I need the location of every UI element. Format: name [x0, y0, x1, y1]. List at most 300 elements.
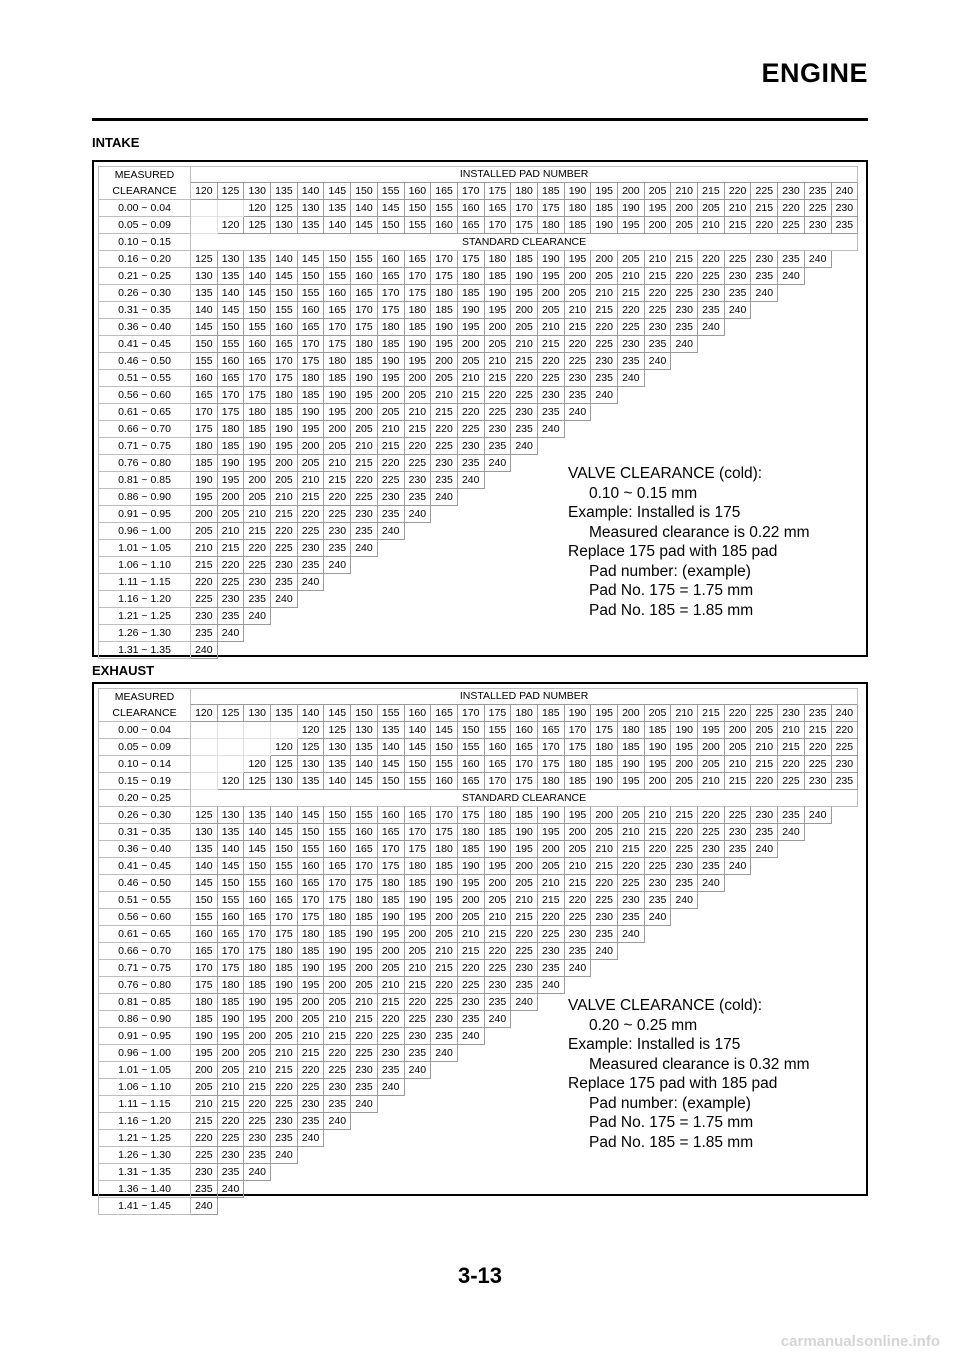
- replacement-pad-cell: 155: [324, 824, 351, 841]
- replacement-pad-cell: 150: [191, 892, 218, 909]
- clearance-range: 1.16 ~ 1.20: [99, 591, 191, 608]
- replacement-pad-cell: 230: [244, 1130, 271, 1147]
- clearance-range: 0.96 ~ 1.00: [99, 523, 191, 540]
- blank-cell: [404, 1198, 431, 1215]
- blank-cell: [297, 1198, 324, 1215]
- table-row: [99, 875, 858, 892]
- replacement-pad-cell: 205: [484, 892, 511, 909]
- note-line: Replace 175 pad with 185 pad: [568, 543, 778, 560]
- clearance-range: 1.21 ~ 1.25: [99, 1130, 191, 1147]
- blank-cell: [457, 1181, 484, 1198]
- note-line: Pad number: (example): [589, 1094, 751, 1112]
- note-line: Example: Installed is 175: [568, 1036, 741, 1053]
- replacement-pad-cell: 240: [804, 251, 831, 268]
- blank-cell: [831, 251, 858, 268]
- replacement-pad-cell: 180: [297, 926, 324, 943]
- replacement-pad-cell: 130: [324, 739, 351, 756]
- replacement-pad-cell: 235: [671, 319, 698, 336]
- blank-cell: [297, 1147, 324, 1164]
- replacement-pad-cell: 190: [591, 773, 618, 790]
- blank-cell: [457, 1164, 484, 1181]
- replacement-pad-cell: 200: [591, 251, 618, 268]
- blank-cell: [831, 994, 858, 1011]
- pad-number-header: 210: [671, 183, 698, 200]
- blank-cell: [751, 625, 778, 642]
- replacement-pad-cell: 240: [297, 1130, 324, 1147]
- table-row: [99, 739, 858, 756]
- replacement-pad-cell: 220: [831, 722, 858, 739]
- replacement-pad-cell: 230: [591, 909, 618, 926]
- replacement-pad-cell: 235: [324, 540, 351, 557]
- pad-number-header: 170: [457, 705, 484, 722]
- replacement-pad-cell: 195: [351, 943, 378, 960]
- blank-cell: [804, 285, 831, 302]
- replacement-pad-cell: 170: [484, 217, 511, 234]
- replacement-pad-cell: 160: [511, 722, 538, 739]
- blank-cell: [511, 1028, 538, 1045]
- blank-cell: [644, 404, 671, 421]
- replacement-pad-cell: 200: [271, 455, 298, 472]
- blank-cell: [537, 625, 564, 642]
- replacement-pad-cell: 235: [244, 591, 271, 608]
- replacement-pad-cell: 150: [297, 268, 324, 285]
- replacement-pad-cell: 175: [431, 824, 458, 841]
- replacement-pad-cell: 210: [217, 1079, 244, 1096]
- replacement-pad-cell: 170: [244, 926, 271, 943]
- replacement-pad-cell: 130: [297, 200, 324, 217]
- clearance-range: 0.00 ~ 0.04: [99, 722, 191, 739]
- replacement-pad-cell: 195: [244, 1011, 271, 1028]
- blank-cell: [457, 557, 484, 574]
- table-row: [99, 370, 858, 387]
- replacement-pad-cell: 200: [404, 926, 431, 943]
- replacement-pad-cell: 195: [537, 268, 564, 285]
- replacement-pad-cell: 145: [217, 858, 244, 875]
- blank-cell: [457, 540, 484, 557]
- blank-cell: [271, 608, 298, 625]
- replacement-pad-cell: 240: [564, 960, 591, 977]
- pad-number-header: 120: [191, 183, 218, 200]
- replacement-pad-cell: 230: [564, 926, 591, 943]
- replacement-pad-cell: 135: [297, 773, 324, 790]
- replacement-pad-cell: 210: [271, 489, 298, 506]
- replacement-pad-cell: 195: [271, 438, 298, 455]
- replacement-pad-cell: 200: [511, 302, 538, 319]
- replacement-pad-cell: 215: [511, 353, 538, 370]
- replacement-pad-cell: 240: [644, 909, 671, 926]
- table-row: [99, 625, 858, 642]
- replacement-pad-cell: 185: [644, 722, 671, 739]
- pad-number-header: 125: [217, 705, 244, 722]
- replacement-pad-cell: 195: [404, 909, 431, 926]
- replacement-pad-cell: 235: [271, 1130, 298, 1147]
- blank-cell: [351, 1164, 378, 1181]
- empty-cell: [191, 200, 218, 217]
- table-row: [99, 960, 858, 977]
- replacement-pad-cell: 135: [244, 251, 271, 268]
- replacement-pad-cell: 165: [511, 739, 538, 756]
- replacement-pad-cell: 140: [404, 722, 431, 739]
- replacement-pad-cell: 170: [271, 909, 298, 926]
- replacement-pad-cell: 220: [671, 268, 698, 285]
- blank-cell: [511, 523, 538, 540]
- replacement-pad-cell: 235: [271, 574, 298, 591]
- replacement-pad-cell: 230: [537, 387, 564, 404]
- replacement-pad-cell: 215: [671, 807, 698, 824]
- replacement-pad-cell: 160: [297, 858, 324, 875]
- table-row: [99, 421, 858, 438]
- blank-cell: [618, 438, 645, 455]
- replacement-pad-cell: 175: [217, 960, 244, 977]
- replacement-pad-cell: 235: [537, 960, 564, 977]
- blank-cell: [244, 642, 271, 659]
- blank-cell: [591, 642, 618, 659]
- replacement-pad-cell: 215: [324, 472, 351, 489]
- table-row: [99, 387, 858, 404]
- replacement-pad-cell: 235: [324, 1096, 351, 1113]
- table-row: [99, 773, 858, 790]
- replacement-pad-cell: 235: [351, 523, 378, 540]
- replacement-pad-cell: 205: [511, 875, 538, 892]
- pad-number-header: 200: [618, 705, 645, 722]
- blank-cell: [484, 1028, 511, 1045]
- blank-cell: [404, 1181, 431, 1198]
- blank-cell: [271, 1164, 298, 1181]
- note-line: Pad number: (example): [589, 562, 751, 580]
- replacement-pad-cell: 185: [404, 875, 431, 892]
- blank-cell: [724, 909, 751, 926]
- replacement-pad-cell: 150: [191, 336, 218, 353]
- replacement-pad-cell: 180: [537, 773, 564, 790]
- replacement-pad-cell: 220: [618, 302, 645, 319]
- blank-cell: [377, 557, 404, 574]
- replacement-pad-cell: 165: [191, 943, 218, 960]
- blank-cell: [618, 1181, 645, 1198]
- blank-cell: [511, 557, 538, 574]
- blank-cell: [778, 319, 805, 336]
- replacement-pad-cell: 215: [431, 404, 458, 421]
- blank-cell: [698, 370, 725, 387]
- blank-cell: [804, 404, 831, 421]
- blank-cell: [511, 1011, 538, 1028]
- blank-cell: [564, 625, 591, 642]
- replacement-pad-cell: 160: [244, 892, 271, 909]
- replacement-pad-cell: 210: [377, 977, 404, 994]
- replacement-pad-cell: 125: [244, 773, 271, 790]
- blank-cell: [831, 892, 858, 909]
- replacement-pad-cell: 200: [511, 858, 538, 875]
- replacement-pad-cell: 210: [244, 506, 271, 523]
- replacement-pad-cell: 220: [457, 404, 484, 421]
- replacement-pad-cell: 125: [244, 217, 271, 234]
- replacement-pad-cell: 145: [377, 200, 404, 217]
- blank-cell: [537, 1198, 564, 1215]
- empty-cell: [191, 739, 218, 756]
- blank-cell: [537, 1113, 564, 1130]
- blank-cell: [511, 1096, 538, 1113]
- blank-cell: [404, 591, 431, 608]
- blank-cell: [698, 353, 725, 370]
- replacement-pad-cell: 205: [217, 506, 244, 523]
- clearance-range: 0.61 ~ 0.65: [99, 926, 191, 943]
- blank-cell: [271, 625, 298, 642]
- blank-cell: [804, 625, 831, 642]
- blank-cell: [644, 960, 671, 977]
- blank-cell: [831, 319, 858, 336]
- replacement-pad-cell: 195: [191, 489, 218, 506]
- blank-cell: [644, 625, 671, 642]
- blank-cell: [377, 625, 404, 642]
- blank-cell: [671, 977, 698, 994]
- replacement-pad-cell: 240: [618, 926, 645, 943]
- replacement-pad-cell: 200: [644, 773, 671, 790]
- blank-cell: [377, 1181, 404, 1198]
- replacement-pad-cell: 220: [404, 438, 431, 455]
- replacement-pad-cell: 140: [244, 268, 271, 285]
- blank-cell: [564, 977, 591, 994]
- replacement-pad-cell: 235: [778, 251, 805, 268]
- blank-cell: [324, 608, 351, 625]
- replacement-pad-cell: 215: [457, 387, 484, 404]
- replacement-pad-cell: 225: [671, 285, 698, 302]
- replacement-pad-cell: 215: [804, 722, 831, 739]
- replacement-pad-cell: 185: [271, 960, 298, 977]
- replacement-pad-cell: 230: [377, 489, 404, 506]
- replacement-pad-cell: 205: [271, 472, 298, 489]
- replacement-pad-cell: 145: [297, 807, 324, 824]
- blank-cell: [431, 1113, 458, 1130]
- blank-cell: [564, 1198, 591, 1215]
- table-row: [99, 841, 858, 858]
- replacement-pad-cell: 165: [351, 841, 378, 858]
- blank-cell: [778, 353, 805, 370]
- blank-cell: [671, 404, 698, 421]
- replacement-pad-cell: 220: [431, 977, 458, 994]
- note-line: 0.20 ~ 0.25 mm: [589, 1016, 698, 1034]
- blank-cell: [537, 1045, 564, 1062]
- replacement-pad-cell: 205: [564, 285, 591, 302]
- blank-cell: [618, 960, 645, 977]
- blank-cell: [724, 370, 751, 387]
- blank-cell: [831, 642, 858, 659]
- blank-cell: [671, 943, 698, 960]
- replacement-pad-cell: 120: [217, 773, 244, 790]
- replacement-pad-cell: 160: [324, 285, 351, 302]
- clearance-range: 0.96 ~ 1.00: [99, 1045, 191, 1062]
- replacement-pad-cell: 225: [457, 977, 484, 994]
- replacement-pad-cell: 240: [537, 977, 564, 994]
- blank-cell: [751, 438, 778, 455]
- replacement-pad-cell: 185: [297, 387, 324, 404]
- replacement-pad-cell: 230: [644, 875, 671, 892]
- replacement-pad-cell: 230: [271, 557, 298, 574]
- blank-cell: [511, 1113, 538, 1130]
- blank-cell: [804, 642, 831, 659]
- replacement-pad-cell: 175: [511, 217, 538, 234]
- clearance-range: 0.46 ~ 0.50: [99, 875, 191, 892]
- replacement-pad-cell: 205: [217, 1062, 244, 1079]
- pad-number-header: 240: [831, 705, 858, 722]
- pad-number-header: 165: [431, 183, 458, 200]
- blank-cell: [404, 1113, 431, 1130]
- clearance-range: 1.36 ~ 1.40: [99, 1181, 191, 1198]
- blank-cell: [537, 472, 564, 489]
- replacement-pad-cell: 170: [217, 943, 244, 960]
- replacement-pad-cell: 185: [564, 217, 591, 234]
- blank-cell: [591, 960, 618, 977]
- blank-cell: [537, 1130, 564, 1147]
- replacement-pad-cell: 195: [457, 319, 484, 336]
- blank-cell: [831, 523, 858, 540]
- replacement-pad-cell: 210: [537, 319, 564, 336]
- replacement-pad-cell: 220: [217, 557, 244, 574]
- blank-cell: [778, 285, 805, 302]
- blank-cell: [698, 404, 725, 421]
- replacement-pad-cell: 210: [351, 438, 378, 455]
- replacement-pad-cell: 225: [724, 251, 751, 268]
- replacement-pad-cell: 185: [457, 285, 484, 302]
- replacement-pad-cell: 225: [778, 217, 805, 234]
- replacement-pad-cell: 155: [484, 722, 511, 739]
- replacement-pad-cell: 160: [351, 824, 378, 841]
- blank-cell: [484, 574, 511, 591]
- blank-cell: [778, 1181, 805, 1198]
- replacement-pad-cell: 220: [537, 353, 564, 370]
- table-row: [99, 319, 858, 336]
- blank-cell: [537, 506, 564, 523]
- blank-cell: [831, 858, 858, 875]
- blank-cell: [351, 1198, 378, 1215]
- replacement-pad-cell: 205: [537, 302, 564, 319]
- replacement-pad-cell: 215: [751, 200, 778, 217]
- pad-number-header: 180: [511, 705, 538, 722]
- replacement-pad-cell: 230: [324, 523, 351, 540]
- replacement-pad-cell: 160: [244, 336, 271, 353]
- replacement-pad-cell: 230: [751, 251, 778, 268]
- replacement-pad-cell: 220: [377, 1011, 404, 1028]
- replacement-pad-cell: 230: [724, 268, 751, 285]
- replacement-pad-cell: 165: [457, 773, 484, 790]
- blank-cell: [698, 909, 725, 926]
- blank-cell: [404, 1130, 431, 1147]
- blank-cell: [724, 319, 751, 336]
- replacement-pad-cell: 130: [191, 268, 218, 285]
- replacement-pad-cell: 210: [537, 875, 564, 892]
- replacement-pad-cell: 135: [324, 200, 351, 217]
- replacement-pad-cell: 230: [297, 1096, 324, 1113]
- blank-cell: [831, 824, 858, 841]
- blank-cell: [724, 353, 751, 370]
- replacement-pad-cell: 195: [618, 773, 645, 790]
- replacement-pad-cell: 235: [644, 336, 671, 353]
- replacement-pad-cell: 145: [191, 319, 218, 336]
- replacement-pad-cell: 200: [457, 892, 484, 909]
- replacement-pad-cell: 175: [457, 807, 484, 824]
- replacement-pad-cell: 235: [724, 841, 751, 858]
- table-row: [99, 1198, 858, 1215]
- replacement-pad-cell: 215: [431, 960, 458, 977]
- replacement-pad-cell: 220: [297, 506, 324, 523]
- pad-number-header: 235: [804, 183, 831, 200]
- replacement-pad-cell: 230: [618, 892, 645, 909]
- replacement-pad-cell: 170: [431, 251, 458, 268]
- replacement-pad-cell: 170: [297, 336, 324, 353]
- table-row: [99, 807, 858, 824]
- replacement-pad-cell: 205: [431, 926, 458, 943]
- replacement-pad-cell: 200: [191, 506, 218, 523]
- blank-cell: [271, 642, 298, 659]
- replacement-pad-cell: 215: [377, 994, 404, 1011]
- blank-cell: [324, 642, 351, 659]
- replacement-pad-cell: 210: [404, 404, 431, 421]
- replacement-pad-cell: 235: [724, 285, 751, 302]
- blank-cell: [457, 1079, 484, 1096]
- blank-cell: [457, 1096, 484, 1113]
- replacement-pad-cell: 225: [457, 421, 484, 438]
- replacement-pad-cell: 210: [457, 370, 484, 387]
- replacement-pad-cell: 175: [591, 722, 618, 739]
- replacement-pad-cell: 185: [217, 438, 244, 455]
- replacement-pad-cell: 205: [457, 353, 484, 370]
- replacement-pad-cell: 240: [591, 943, 618, 960]
- blank-cell: [351, 591, 378, 608]
- blank-cell: [537, 455, 564, 472]
- replacement-pad-cell: 190: [484, 285, 511, 302]
- replacement-pad-cell: 175: [297, 909, 324, 926]
- pad-number-header: 165: [431, 705, 458, 722]
- replacement-pad-cell: 220: [751, 773, 778, 790]
- replacement-pad-cell: 185: [511, 251, 538, 268]
- blank-cell: [431, 591, 458, 608]
- blank-cell: [618, 1164, 645, 1181]
- replacement-pad-cell: 160: [297, 302, 324, 319]
- replacement-pad-cell: 200: [431, 909, 458, 926]
- blank-cell: [751, 977, 778, 994]
- replacement-pad-cell: 235: [751, 824, 778, 841]
- replacement-pad-cell: 120: [244, 756, 271, 773]
- replacement-pad-cell: 175: [217, 404, 244, 421]
- replacement-pad-cell: 175: [404, 841, 431, 858]
- blank-cell: [618, 1198, 645, 1215]
- replacement-pad-cell: 160: [484, 739, 511, 756]
- blank-cell: [431, 1147, 458, 1164]
- replacement-pad-cell: 165: [457, 217, 484, 234]
- blank-cell: [751, 1198, 778, 1215]
- blank-cell: [564, 1164, 591, 1181]
- pad-number-header: 170: [457, 183, 484, 200]
- pad-number-header: 180: [511, 183, 538, 200]
- pad-number-header: 200: [618, 183, 645, 200]
- blank-cell: [484, 1062, 511, 1079]
- clearance-range: 0.86 ~ 0.90: [99, 489, 191, 506]
- blank-cell: [831, 285, 858, 302]
- replacement-pad-cell: 135: [377, 722, 404, 739]
- replacement-pad-cell: 145: [351, 773, 378, 790]
- blank-cell: [537, 1079, 564, 1096]
- blank-cell: [778, 421, 805, 438]
- blank-cell: [831, 1028, 858, 1045]
- replacement-pad-cell: 200: [324, 977, 351, 994]
- blank-cell: [511, 455, 538, 472]
- clearance-range: 1.26 ~ 1.30: [99, 1147, 191, 1164]
- replacement-pad-cell: 210: [191, 1096, 218, 1113]
- note-line: Measured clearance is 0.32 mm: [589, 1055, 810, 1073]
- blank-cell: [618, 977, 645, 994]
- replacement-pad-cell: 220: [644, 285, 671, 302]
- replacement-pad-cell: 190: [644, 739, 671, 756]
- replacement-pad-cell: 180: [457, 824, 484, 841]
- blank-cell: [778, 387, 805, 404]
